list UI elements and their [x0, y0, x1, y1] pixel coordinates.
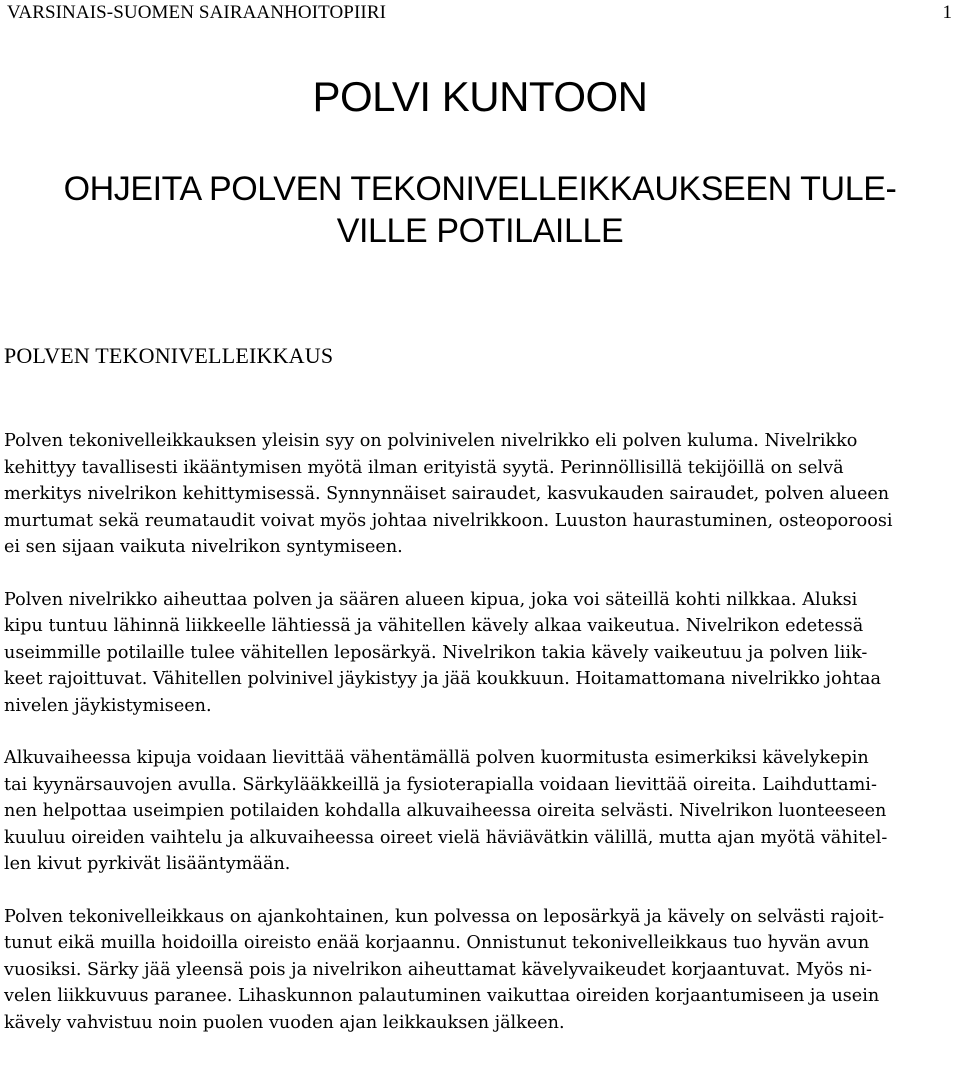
text-line: Polven tekonivelleikkaus on ajankohtainen, kun polvessa on leposärkyä ja kävely on selvästi rajoit-	[4, 906, 885, 927]
text-line: ei sen sijaan vaikuta nivelrikon syntymiseen.	[4, 537, 403, 557]
page-header	[7, 2, 952, 26]
text-line: tai kyynärsauvojen avulla. Särkylääkkeillä ja fysioterapialla voidaan lievittää oireita. Laihduttami-	[4, 774, 877, 795]
text-line: velen liikkuvuus paranee. Lihaskunnon palautuminen vaikuttaa oireiden korjaantumiseen ja usein	[4, 986, 880, 1006]
section-heading: POLVEN TEKONIVELLEIKKAUS	[4, 343, 334, 368]
text-line: kävely vahvistuu noin puolen vuoden ajan leikkauksen jälkeen.	[4, 1012, 565, 1033]
page-number: 1	[942, 2, 952, 23]
text-line: Alkuvaiheessa kipuja voidaan lievittää vähentämällä polven kuormitusta esimerkiksi kävelykepin	[4, 748, 869, 768]
text-line: useimmille potilaille tulee vähitellen leposärkyä. Nivelrikon takia kävely vaikeutuu ja polven liik-	[4, 642, 868, 663]
document-title: POLVI KUNTOON	[312, 73, 648, 120]
paragraph-1	[4, 428, 956, 561]
document-subtitle	[0, 168, 960, 252]
text-line: vuosiksi. Särky jää yleensä pois ja nivelrikon aiheuttamat kävelyvaikeudet korjaantuvat. Myös ni-	[4, 959, 872, 980]
text-line: merkitys nivelrikon kehittymisessä. Synnynnäiset sairaudet, kasvukauden sairaudet, polven alueen	[4, 484, 890, 504]
subtitle-line-1: OHJEITA POLVEN TEKONIVELLEIKKAUKSEEN TULE-	[63, 170, 897, 208]
text-line: tunut eikä muilla hoidoilla oireisto enää korjaannu. Onnistunut tekonivelleikkaus tuo hyvän avun	[4, 933, 870, 953]
text-line: kipu tuntuu lähinnä liikkeelle lähtiessä ja vähitellen kävely alkaa vaikeutua. Nivelrikon edetessä	[4, 616, 864, 636]
subtitle-line-2: VILLE POTILAILLE	[336, 212, 624, 250]
body-text	[4, 428, 956, 1062]
text-line: kuuluu oireiden vaihtelu ja alkuvaiheessa oireet vielä häviävätkin välillä, mutta ajan myötä vähitel-	[4, 827, 888, 848]
text-line: Polven tekonivelleikkauksen yleisin syy on polvinivelen nivelrikko eli polven kuluma. Nivelrikko	[4, 431, 858, 451]
paragraph-4	[4, 904, 956, 1037]
paragraph-3	[4, 745, 956, 878]
text-line: nivelen jäykistymiseen.	[4, 695, 212, 716]
text-line: murtumat sekä reumataudit voivat myös johtaa nivelrikkoon. Luuston haurastuminen, osteoporoosi	[4, 510, 893, 531]
text-line: len kivut pyrkivät lisääntymään.	[4, 854, 291, 874]
text-line: keet rajoittuvat. Vähitellen polvinivel jäykistyy ja jää koukkuun. Hoitamattomana nivelrikko johtaa	[4, 669, 881, 689]
text-line: kehittyy tavallisesti ikääntymisen myötä ilman erityistä syytä. Perinnöllisillä tekijöillä on selvä	[4, 457, 844, 478]
text-line: Polven nivelrikko aiheuttaa polven ja säären alueen kipua, joka voi säteillä kohti nilkkaa. Aluksi	[4, 589, 858, 610]
paragraph-2	[4, 587, 956, 720]
organization-name: VARSINAIS-SUOMEN SAIRAANHOITOPIIRI	[7, 2, 387, 23]
text-line: nen helpottaa useimpien potilaiden kohdalla alkuvaiheessa oireita selvästi. Nivelrikon luonteeseen	[4, 801, 887, 821]
